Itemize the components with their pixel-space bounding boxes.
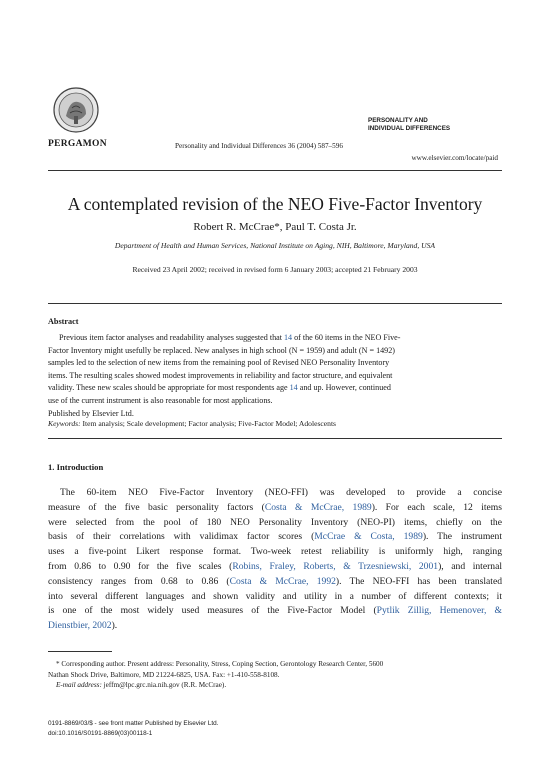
article-authors: Robert R. McCrae*, Paul T. Costa Jr. bbox=[193, 221, 357, 233]
intro-line: basis of their correlations with validimax factor scores (McCrae & Costa, 1989). The instrument bbox=[48, 531, 502, 543]
abstract-bottom-divider bbox=[48, 438, 502, 439]
journal-citation: Personality and Individual Differences 36 (2004) 587–596 bbox=[175, 142, 343, 150]
journal-name bbox=[368, 117, 498, 133]
abstract-line: Published by Elsevier Ltd. bbox=[48, 408, 134, 418]
abstract-line: Factor Inventory might usefully be replaced. New analyses in high school (N = 1959) and adult (N = 1492) bbox=[48, 345, 395, 355]
publisher-name: PERGAMON bbox=[48, 139, 107, 149]
doi-line: doi:10.1016/S0191-8869(03)00118-1 bbox=[48, 729, 153, 737]
keywords-label: Keywords: bbox=[48, 419, 81, 428]
abstract-top-divider bbox=[48, 303, 502, 304]
citation-link[interactable]: Pytlik Zillig, Hemenover, & bbox=[376, 605, 502, 617]
citation-link[interactable]: Costa & McCrae, 1989 bbox=[264, 501, 372, 513]
elsevier-tree-logo bbox=[52, 86, 100, 134]
footnote bbox=[48, 659, 502, 691]
intro-line: uses a five-point Likert response format. Two-week retest reliability is uniformly high, ranging bbox=[48, 546, 502, 558]
intro-line: consistency ranges from 0.68 to 0.86 (Costa & McCrae, 1992). The NEO-FFI has been translated bbox=[48, 575, 503, 587]
issn-line: 0191-8869/03/$ - see front matter Published by Elsevier Ltd. bbox=[48, 720, 219, 727]
abstract-line: validity. These new scales should be appropriate for most respondents age 14 and up. However, continued bbox=[48, 383, 391, 393]
footnote-line: Nathan Shock Drive, Baltimore, MD 21224-6825, USA. Fax: +1-410-558-8108. bbox=[48, 670, 280, 679]
abstract-line: Previous item factor analyses and readability analyses suggested that 14 of the 60 items in the NEO Five- bbox=[59, 333, 401, 342]
citation-link[interactable]: Dienstbier, 2002 bbox=[48, 620, 112, 632]
footnote-line: E-mail address: jeffm@lpc.grc.nia.nih.gov (R.R. McCrae). bbox=[56, 681, 227, 690]
footnote-line: * Corresponding author. Present address: Personality, Stress, Coping Section, Gerontology Research Center, 5600 bbox=[56, 660, 384, 668]
intro-line: measure of the five basic personality factors (Costa & McCrae, 1989). For each scale, 12 items bbox=[48, 501, 502, 513]
abstract-line: use of the current instrument is also reasonable for most applications. bbox=[48, 395, 273, 405]
abstract-line: samples led to the selection of new items from the remaining pool of Revised NEO Personality Inventory bbox=[48, 358, 390, 368]
intro-line: into several different languages and shown validity and utility in a number of different contexts; it bbox=[48, 590, 502, 602]
intro-line: from 0.86 to 0.90 for the five scales (Robins, Fraley, Roberts, & Trzesniewski, 2001), and internal bbox=[48, 560, 503, 572]
keywords bbox=[48, 419, 502, 428]
email-link[interactable]: jeffm@lpc.grc.nia.nih.gov (R.R. McCrae). bbox=[101, 681, 227, 690]
section-heading: 1. Introduction bbox=[48, 462, 104, 472]
intro-line: is one of the most widely used measures of the Five-Factor Model (Pytlik Zillig, Hemenover, & bbox=[48, 605, 502, 617]
abstract-heading: Abstract bbox=[48, 317, 79, 326]
intro-line: were selected from the pool of 180 NEO Personality Inventory (NEO-PI) items, chiefly on the bbox=[48, 516, 502, 528]
header-divider bbox=[48, 170, 502, 171]
citation-link[interactable]: McCrae & Costa, 1989 bbox=[314, 531, 423, 543]
intro-paragraph bbox=[48, 486, 502, 634]
footnote-divider bbox=[48, 651, 112, 652]
citation-link[interactable]: Costa & McCrae, 1992 bbox=[229, 575, 336, 587]
author-affiliation: Department of Health and Human Services, National Institute on Aging, NIH, Baltimore, Maryland, USA bbox=[114, 241, 436, 250]
article-title: A contemplated revision of the NEO Five-Factor Inventory bbox=[67, 194, 483, 214]
intro-line: The 60-item NEO Five-Factor Inventory (NEO-FFI) was developed to provide a concise bbox=[60, 487, 502, 498]
journal-name-line-2: INDIVIDUAL DIFFERENCES bbox=[368, 125, 451, 132]
intro-line: Dienstbier, 2002). bbox=[48, 620, 118, 632]
issn-block bbox=[48, 719, 219, 738]
abstract-text bbox=[48, 332, 502, 420]
abstract-line: items. The resulting scales showed modest improvements in reliability and factor structure, and equivalent bbox=[48, 370, 393, 380]
journal-name-line-1: PERSONALITY AND bbox=[368, 117, 428, 124]
citation-link[interactable]: Robins, Fraley, Roberts, & Trzesniewski, 2001 bbox=[232, 560, 439, 572]
keywords-list: Item analysis; Scale development; Factor analysis; Five-Factor Model; Adolescents bbox=[80, 419, 337, 428]
journal-url[interactable]: www.elsevier.com/locate/paid bbox=[411, 154, 498, 162]
received-dates: Received 23 April 2002; received in revised form 6 January 2003; accepted 21 February 2003 bbox=[132, 265, 418, 274]
